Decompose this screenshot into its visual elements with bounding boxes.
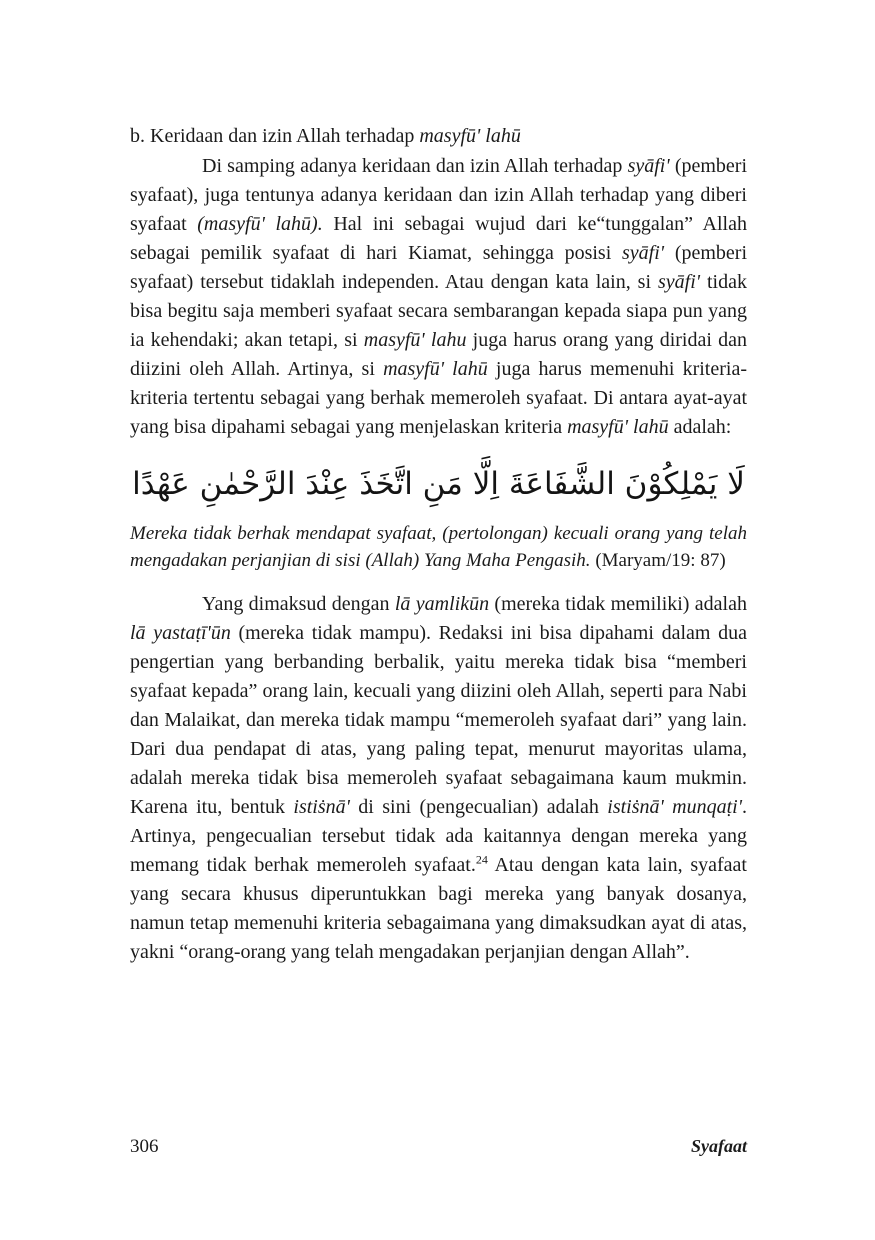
text-run: adalah: xyxy=(668,416,732,438)
page-number: 306 xyxy=(130,1136,159,1157)
text-run: di sini (pengecualian) adalah xyxy=(349,796,608,818)
text-run: lā yamlikūn xyxy=(394,593,490,615)
page-content xyxy=(130,122,747,967)
text-run: (pemberi syafaat), juga tentunya adanya keridaan dan izin Allah terhadap yang diberi syafaat xyxy=(130,155,748,235)
page-footer xyxy=(130,1136,747,1158)
text-run: (Maryam/19: 87) xyxy=(590,550,726,571)
text-run: tidak bisa begitu saja memberi syafaat secara sembarangan kepada siapa pun yang ia kehendaki; akan tetapi, si xyxy=(130,271,747,351)
section-heading xyxy=(130,122,747,151)
text-run: lā yastaṭī'ūn xyxy=(130,622,231,644)
text-run: Mereka tidak berhak mendapat syafaat, (pertolongan) kecuali orang yang telah mengadakan perjanjian di sisi (Allah) Yang Maha Pengasih. xyxy=(130,523,747,571)
text-run: syāfi' xyxy=(622,242,665,264)
text-run: (masyfū' lahū). xyxy=(197,213,323,235)
text-run: b. Keridaan dan izin Allah terhadap xyxy=(130,125,420,147)
text-run: masyfū' lahu xyxy=(363,329,467,351)
paragraph-1 xyxy=(130,152,747,442)
text-run: syāfi' xyxy=(627,155,670,177)
paragraph-2 xyxy=(130,590,747,967)
text-run: istiṡnā' xyxy=(293,796,350,818)
text-run: masyfū' lahū xyxy=(419,125,521,147)
text-run: (mereka tidak mampu). Redaksi ini bisa dipahami dalam dua pengertian yang berbanding berbalik, yaitu mereka tidak bisa “memberi syafaat kepada” orang lain, kecuali yang diizini oleh Allah, seperti para Nabi dan Malaikat, dan mereka tidak mampu “memeroleh syafaat dari” yang lain. Dari dua pendapat di atas, yang paling tepat, menurut mayoritas ulama, adalah mereka tidak bisa memeroleh syafaat sebagaimana kaum mukmin. Karena itu, bentuk xyxy=(130,622,747,818)
text-run: . Artinya, pengecualian tersebut tidak ada kaitannya dengan mereka yang memang tidak berhak memeroleh syafaat. xyxy=(130,796,747,876)
text-run: Yang dimaksud dengan xyxy=(202,593,395,615)
text-run: masyfū' lahū xyxy=(567,416,669,438)
text-run: Di samping adanya keridaan dan izin Allah terhadap xyxy=(202,155,628,177)
verse-translation xyxy=(130,520,747,574)
running-title: Syafaat xyxy=(691,1136,747,1156)
text-run: Hal ini sebagai wujud dari ke“tunggalan” Allah sebagai pemilik syafaat di hari Kiamat, sehingga posisi xyxy=(130,213,747,264)
footnote-ref: 24 xyxy=(475,852,488,867)
text-run: syāfi' xyxy=(657,271,701,293)
text-run: juga harus memenuhi kriteria-kriteria tertentu sebagai yang berhak memeroleh syafaat. Di antara ayat-ayat yang bisa dipahami sebagai yang menjelaskan kriteria xyxy=(130,358,747,438)
text-run: (pemberi syafaat) tersebut tidaklah independen. Atau dengan kata lain, si xyxy=(130,242,747,293)
text-run: masyfū' lahū xyxy=(383,358,488,380)
text-run: juga harus orang yang diridai dan diizini oleh Allah. Artinya, si xyxy=(130,329,747,380)
text-run: Atau dengan kata lain, syafaat yang secara khusus diperuntukkan bagi mereka yang banyak dosanya, namun tetap memenuhi kriteria sebagaimana yang dimaksudkan ayat di atas, yakni “orang-orang yang telah mengadakan perjanjian dengan Allah”. xyxy=(130,854,747,963)
text-run: istiṡnā' munqaṭi' xyxy=(607,796,742,818)
arabic-verse: لَا يَمْلِكُوْنَ الشَّفَاعَةَ اِلَّا مَنِ اتَّخَذَ عِنْدَ الرَّحْمٰنِ عَهْدًا xyxy=(132,466,745,502)
text-run: (mereka tidak memiliki) adalah xyxy=(489,593,747,615)
